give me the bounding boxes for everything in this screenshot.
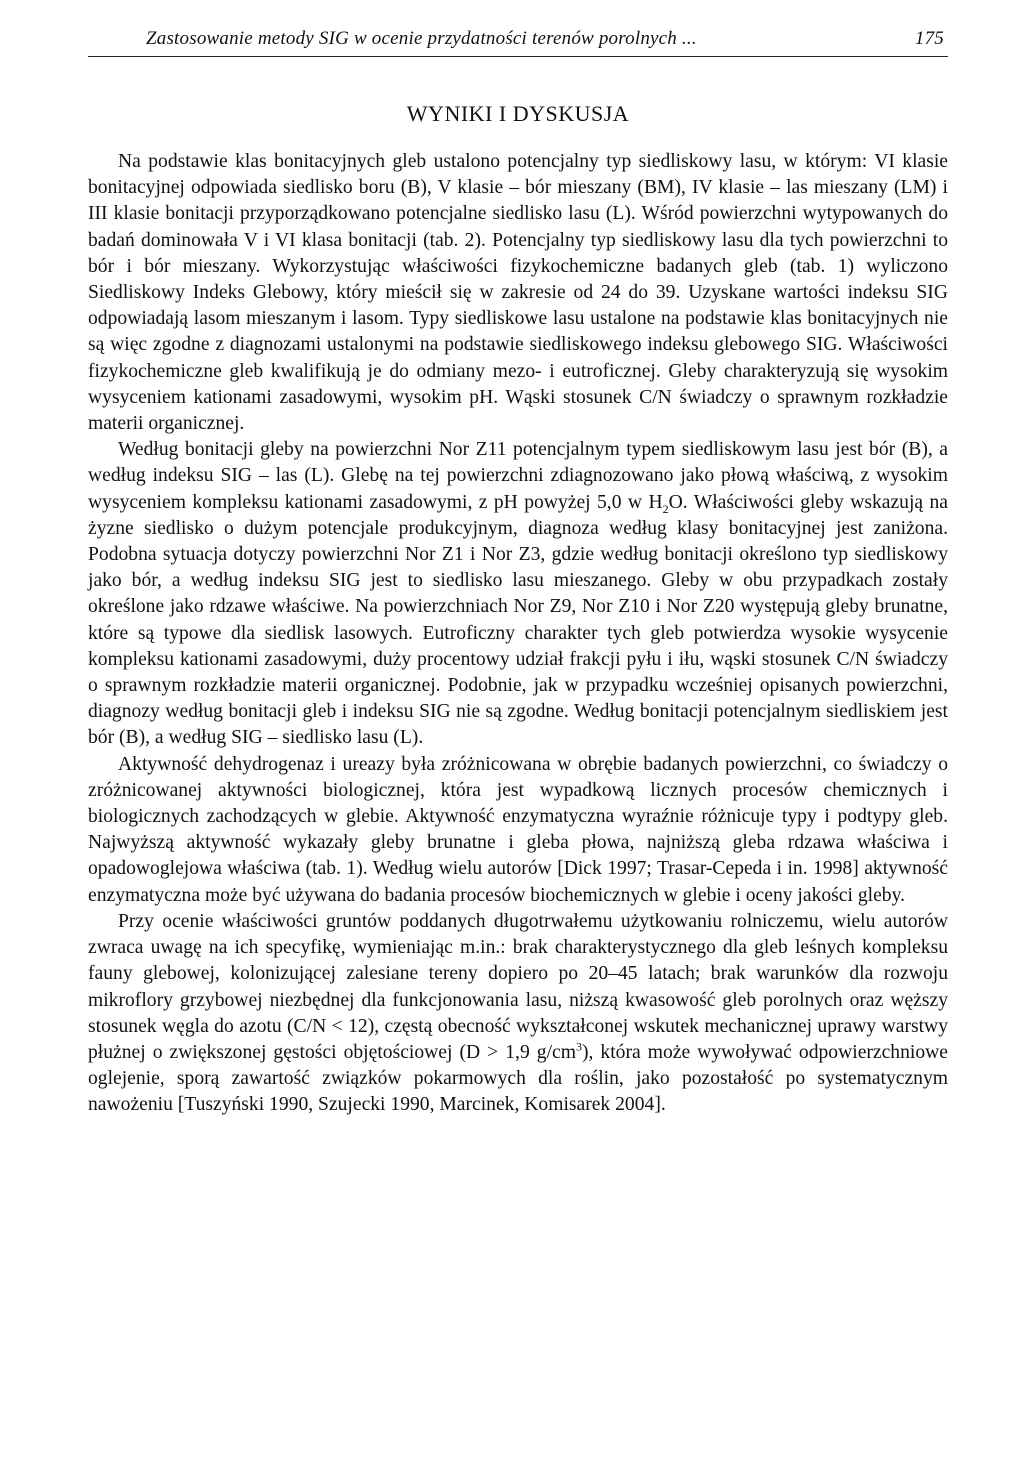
paragraph-2-text-b: O. Właściwości gleby wskazują na żyzne siedlisko o dużym potencjale produkcyjnym, diagnoza według klasy bonitacyjnej jest zaniżona. Podobna sytuacja dotyczy powierzchni Nor Z1 i Nor Z3, gdzie według bonitacji określono typ siedliskowy jako bór, a według indeksu SIG jest to siedlisko lasu mieszanego. Gleby w obu przypadkach zostały określone jako rdzawe właściwe. Na powierzchniach Nor Z9, Nor Z10 i Nor Z20 występują gleby brunatne, które są typowe dla siedlisk lasowych. Eutroficzny charakter tych gleb potwierdza wysokie wysycenie kompleksu kationami zasadowymi, duży procentowy udział frakcji pyłu i iłu, wąski stosunek C/N świadczy o sprawnym rozkładzie materii organicznej. Podobnie, jak w przypadku wcześniej opisanych powierzchni, diagnozy według bonitacji gleb i indeksu SIG nie są zgodne. Według bonitacji potencjalnym siedliskiem jest bór (B), a według SIG – siedlisko lasu (L). <box>88 491 948 749</box>
paragraph-2 <box>88 437 948 751</box>
section-heading: WYNIKI I DYSKUSJA <box>406 101 630 126</box>
water-subscript: 2 <box>662 501 669 516</box>
paragraph-4-text-a: Przy ocenie właściwości gruntów poddanych długotrwałemu użytkowaniu rolniczemu, wielu autorów zwraca uwagę na ich specyfikę, wymieniając m.in.: brak charakterystycznego dla gleb leśnych kompleksu fauny glebowej, kolonizującej zalesiane tereny dopiero po 20–45 latach; brak warunków dla rozwoju mikroflory grzybowej niezbędnej dla funkcjonowania lasu, niższą kwasowość gleb porolnych oraz węższy stosunek węgla do azotu (C/N < 12), częstą obecność wykształconej wskutek mechanicznej uprawy warstwy płużnej o zwiększonej gęstości objętościowej (D > 1,9 g/cm <box>88 910 948 1063</box>
paragraph-1 <box>88 149 948 437</box>
paragraph-1-text: Na podstawie klas bonitacyjnych gleb ustalono potencjalny typ siedliskowy lasu, w którym: VI klasie bonitacyjnej odpowiada siedlisko boru (B), V klasie – bór mieszany (BM), IV klasie – las mieszany (LM) i III klasie bonitacji przyporządkowano potencjalne siedlisko lasu (L). Wśród powierzchni wytypowanych do badań dominowała V i VI klasa bonitacji (tab. 2). Potencjalny typ siedliskowy lasu dla tych powierzchni to bór i bór mieszany. Wykorzystując właściwości fizykochemiczne badanych gleb (tab. 1) wyliczono Siedliskowy Indeks Glebowy, który mieścił się w zakresie od 24 do 39. Uzyskane wartości indeksu SIG odpowiadają lasom mieszanym i lasom. Typy siedliskowe lasu ustalone na podstawie klas bonitacyjnych nie są więc zgodne z diagnozami ustalonymi na podstawie siedliskowego indeksu glebowego SIG. Właściwości fizykochemiczne gleb kwalifikują je do odmiany mezo- i eutroficznej. Gleby charakteryzują się wysokim wysyceniem kationami zasadowymi, wysokim pH. Wąski stosunek C/N świadczy o sprawnym rozkładzie materii organicznej. <box>88 151 948 435</box>
document-page <box>88 28 948 1119</box>
paragraph-4 <box>88 909 948 1119</box>
cubic-superscript: 3 <box>575 1039 582 1054</box>
page-number: 175 <box>914 28 944 49</box>
running-header <box>88 28 948 57</box>
running-title: Zastosowanie metody SIG w ocenie przydatności terenów porolnych ... <box>146 28 697 49</box>
paragraph-3 <box>88 752 948 909</box>
paragraph-3-text: Aktywność dehydrogenaz i ureazy była zróżnicowana w obrębie badanych powierzchni, co świadczy o zróżnicowanej aktywności biologicznej, która jest wypadkową licznych procesów chemicznych i biologicznych zachodzących w glebie. Aktywność enzymatyczna wyraźnie różnicuje typy i podtypy gleb. Najwyższą aktywność wykazały gleby brunatne i gleba płowa, najniższą gleba rdzawa właściwa i opadowoglejowa właściwa (tab. 1). Według wielu autorów [Dick 1997; Trasar-Cepeda i in. 1998] aktywność enzymatyczna może być używana do badania procesów biochemicznych w glebie i oceny jakości gleby. <box>88 753 948 906</box>
paragraph-4-text-b: ), która może wywoływać odpowierzchniowe oglejenie, sporą zawartość związków pokarmowych dla roślin, jako pozostałość po systematycznym nawożeniu [Tuszyński 1990, Szujecki 1990, Marcinek, Komisarek 2004]. <box>88 1041 948 1116</box>
paragraph-2-text-a: Według bonitacji gleby na powierzchni Nor Z11 potencjalnym typem siedliskowym lasu jest bór (B), a według indeksu SIG – las (L). Glebę na tej powierzchni zdiagnozowano jako płową właściwą, z wysokim wysyceniem kompleksu kationami zasadowymi, z pH powyżej 5,0 w H <box>88 439 948 513</box>
